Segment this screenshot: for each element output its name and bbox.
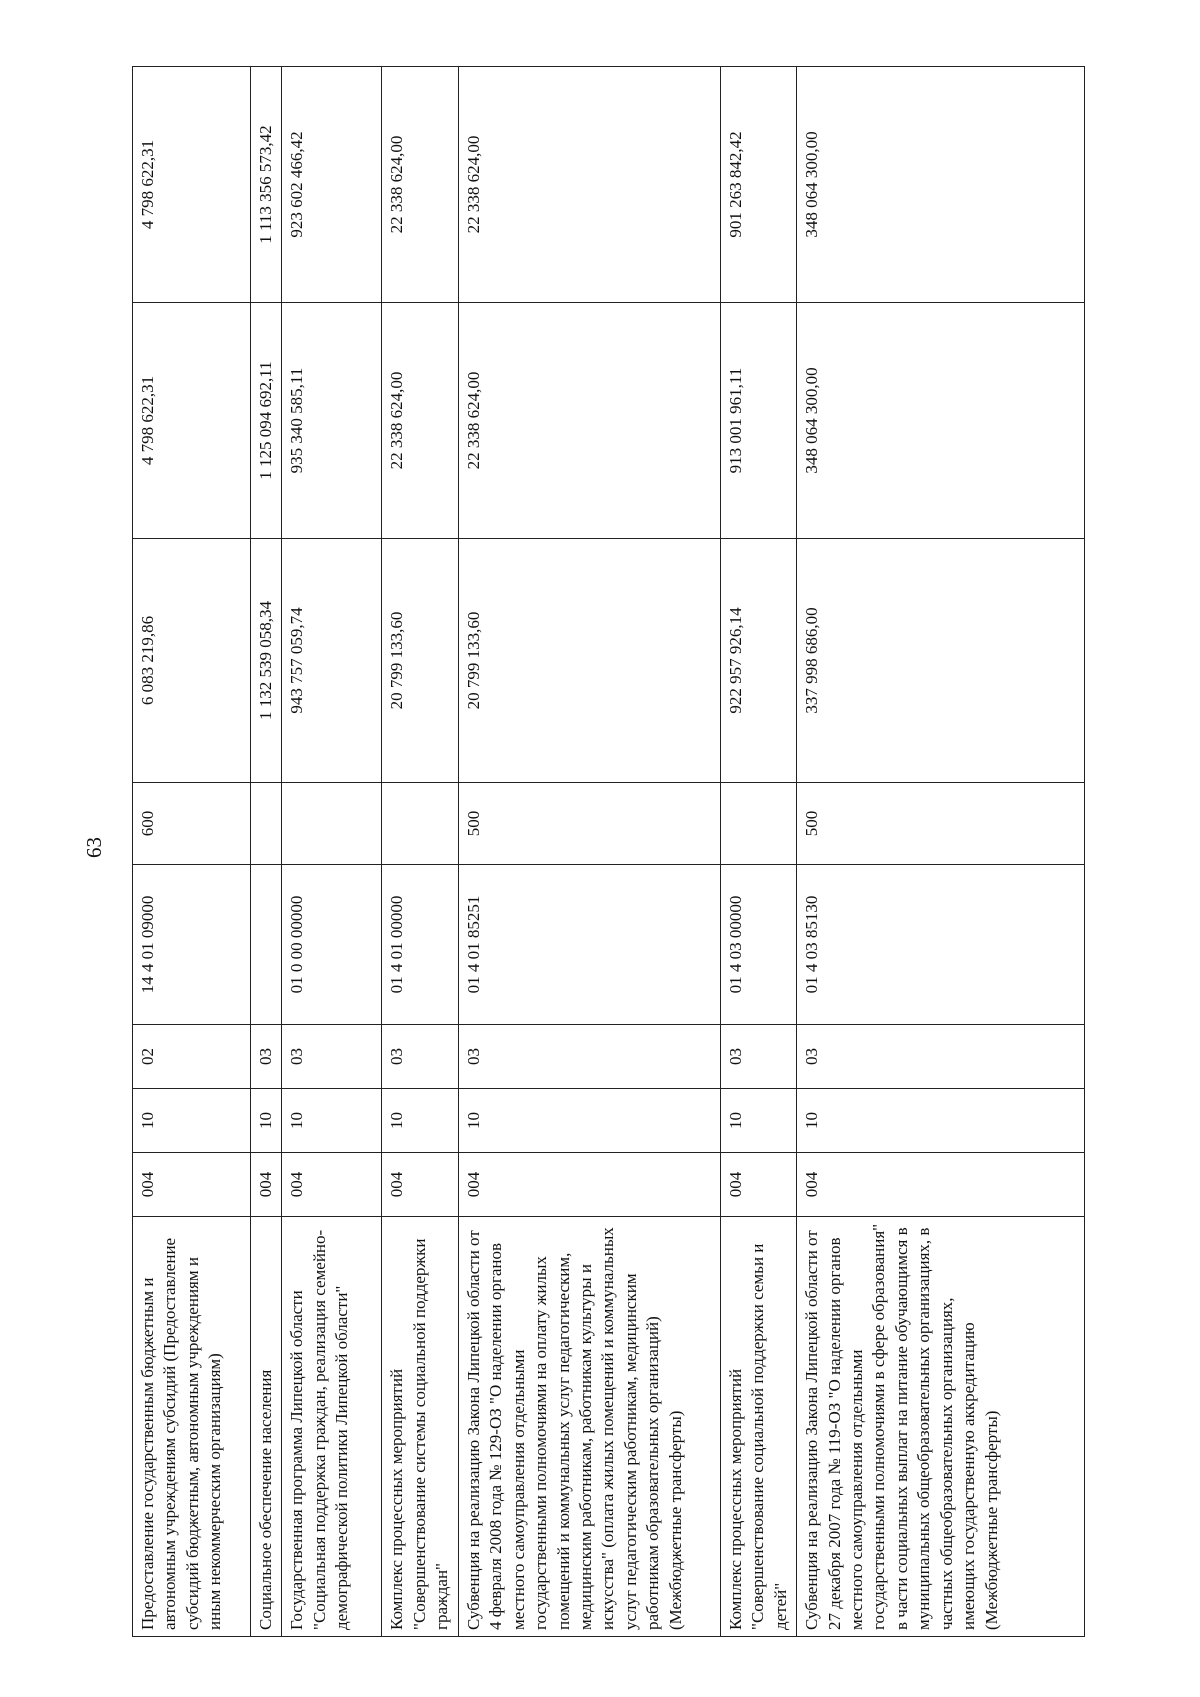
row-amount-1: 20 799 133,60 (382, 539, 458, 783)
row-amount-3: 348 064 300,00 (797, 67, 1085, 303)
row-section: 10 (797, 1089, 1085, 1153)
row-expense-type (382, 783, 458, 865)
row-target-article: 01 4 03 00000 (720, 865, 796, 1025)
row-subsection: 03 (251, 1025, 282, 1089)
table-row (382, 67, 458, 1637)
row-amount-1: 922 957 926,14 (720, 539, 796, 783)
row-name: Субвенция на реализацию Закона Липецкой области от 27 декабря 2007 года № 119-ОЗ "О наделении органов местного самоуправления отдельными государственными полномочиями в сфере образования" в части социальных выплат на питание обучающимся в муниципальных общеобразовательных организациях, в частных общеобразовательных организациях, имеющих государственную аккредитацию (Межбюджетные трансферты) (797, 1217, 1085, 1637)
budget-table (132, 66, 1085, 1637)
row-subsection: 02 (133, 1025, 251, 1089)
row-target-article: 14 4 01 09000 (133, 865, 251, 1025)
row-expense-type: 500 (458, 783, 720, 865)
row-amount-1: 20 799 133,60 (458, 539, 720, 783)
table-row (251, 67, 282, 1637)
row-amount-3: 4 798 622,31 (133, 67, 251, 303)
row-section: 10 (382, 1089, 458, 1153)
table-row (133, 67, 251, 1637)
row-amount-2: 22 338 624,00 (382, 303, 458, 539)
row-section: 10 (251, 1089, 282, 1153)
row-amount-3: 923 602 466,42 (282, 67, 382, 303)
row-glava: 004 (251, 1153, 282, 1217)
row-subsection: 03 (382, 1025, 458, 1089)
row-amount-3: 22 338 624,00 (382, 67, 458, 303)
page-number: 63 (82, 837, 106, 858)
row-amount-3: 1 113 356 573,42 (251, 67, 282, 303)
row-expense-type (720, 783, 796, 865)
row-glava: 004 (133, 1153, 251, 1217)
row-target-article (251, 865, 282, 1025)
table-row (797, 67, 1085, 1637)
row-glava: 004 (282, 1153, 382, 1217)
row-section: 10 (282, 1089, 382, 1153)
row-target-article: 01 0 00 00000 (282, 865, 382, 1025)
row-section: 10 (458, 1089, 720, 1153)
row-subsection: 03 (797, 1025, 1085, 1089)
row-amount-3: 901 263 842,42 (720, 67, 796, 303)
row-amount-1: 1 132 539 058,34 (251, 539, 282, 783)
row-name: Социальное обеспечение населения (251, 1217, 282, 1637)
row-amount-2: 348 064 300,00 (797, 303, 1085, 539)
table-row (720, 67, 796, 1637)
row-section: 10 (133, 1089, 251, 1153)
table-row (282, 67, 382, 1637)
row-amount-2: 1 125 094 692,11 (251, 303, 282, 539)
row-expense-type (251, 783, 282, 865)
row-glava: 004 (382, 1153, 458, 1217)
row-amount-2: 22 338 624,00 (458, 303, 720, 539)
row-glava: 004 (797, 1153, 1085, 1217)
table-row (458, 67, 720, 1637)
row-amount-2: 935 340 585,11 (282, 303, 382, 539)
row-amount-1: 943 757 059,74 (282, 539, 382, 783)
row-target-article: 01 4 01 85251 (458, 865, 720, 1025)
row-name: Государственная программа Липецкой области "Социальная поддержка граждан, реализация семейно-демографической политики Липецкой области" (282, 1217, 382, 1637)
row-expense-type: 600 (133, 783, 251, 865)
row-expense-type (282, 783, 382, 865)
row-subsection: 03 (282, 1025, 382, 1089)
row-amount-1: 337 998 686,00 (797, 539, 1085, 783)
row-target-article: 01 4 03 85130 (797, 865, 1085, 1025)
row-amount-3: 22 338 624,00 (458, 67, 720, 303)
row-amount-1: 6 083 219,86 (133, 539, 251, 783)
row-glava: 004 (458, 1153, 720, 1217)
row-amount-2: 4 798 622,31 (133, 303, 251, 539)
row-subsection: 03 (458, 1025, 720, 1089)
row-name: Комплекс процессных мероприятий "Совершенствование социальной поддержки семьи и детей" (720, 1217, 796, 1637)
row-target-article: 01 4 01 00000 (382, 865, 458, 1025)
row-name: Субвенция на реализацию Закона Липецкой области от 4 февраля 2008 года № 129-ОЗ "О наделении органов местного самоуправления отдельными государственными полномочиями на оплату жилых помещений и коммунальных услуг педагогическим, медицинским работникам, работникам культуры и искусства" (оплата жилых помещений и коммунальных услуг педагогическим работникам, медицинским работникам образовательных организаций) (Межбюджетные трансферты) (458, 1217, 720, 1637)
row-section: 10 (720, 1089, 796, 1153)
budget-table-rotated (132, 67, 1078, 1637)
row-subsection: 03 (720, 1025, 796, 1089)
row-name: Предоставление государственным бюджетным и автономным учреждениям субсидий (Предоставление субсидий бюджетным, автономным учреждениям и иным некоммерческим организациям) (133, 1217, 251, 1637)
row-name: Комплекс процессных мероприятий "Совершенствование системы социальной поддержки граждан" (382, 1217, 458, 1637)
row-amount-2: 913 001 961,11 (720, 303, 796, 539)
row-expense-type: 500 (797, 783, 1085, 865)
row-glava: 004 (720, 1153, 796, 1217)
